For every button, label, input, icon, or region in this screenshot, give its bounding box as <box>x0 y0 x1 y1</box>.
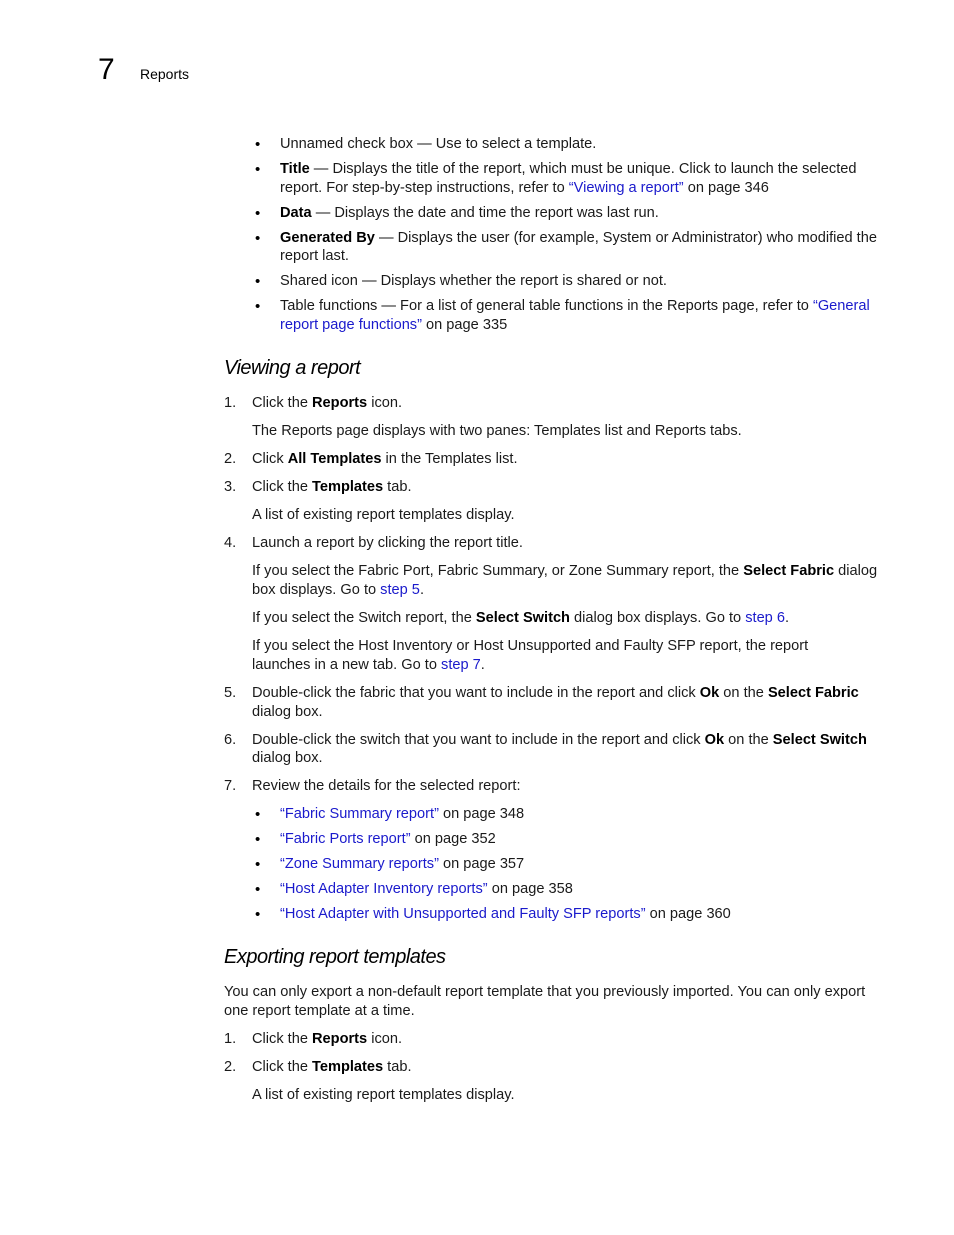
bullet: • <box>255 161 261 178</box>
list-item-cont: report page functions” on page 335 <box>280 317 508 333</box>
bullet: • <box>255 230 261 247</box>
link-fabric-summary[interactable]: “Fabric Summary report” <box>280 806 439 822</box>
step-paragraph: If you select the Fabric Port, Fabric Summary, or Zone Summary report, the Select Fabric dialog <box>252 563 878 579</box>
link-general-functions-cont[interactable]: report page functions” <box>280 317 422 333</box>
link-zone-summary[interactable]: “Zone Summary reports” <box>280 856 439 872</box>
list-item-cont: report last. <box>280 248 349 264</box>
link-step-6[interactable]: step 6 <box>745 610 785 626</box>
step-number: 6. <box>224 732 237 748</box>
step-text: Launch a report by clicking the report title. <box>252 535 523 551</box>
step-note: The Reports page displays with two panes: Templates list and Reports tabs. <box>252 423 742 439</box>
step-number: 7. <box>224 778 237 794</box>
link-host-adapter-inventory[interactable]: “Host Adapter Inventory reports” <box>280 881 488 897</box>
bullet: • <box>255 136 261 153</box>
bullet: • <box>255 856 261 873</box>
link-viewing-report[interactable]: “Viewing a report” <box>568 180 684 196</box>
bullet: • <box>255 205 261 222</box>
chapter-number: 7 <box>98 53 115 86</box>
step-note: A list of existing report templates display. <box>252 1087 515 1103</box>
step-paragraph-cont: launches in a new tab. Go to step 7. <box>252 657 485 673</box>
step-text: Review the details for the selected report: <box>252 778 521 794</box>
chapter-title: Reports <box>140 66 190 82</box>
link-fabric-ports[interactable]: “Fabric Ports report” <box>280 831 411 847</box>
step-number: 3. <box>224 479 237 495</box>
list-item-cont: report. For step-by-step instructions, refer to “Viewing a report” on page 346 <box>280 180 769 196</box>
list-item: Shared icon — Displays whether the report is shared or not. <box>280 273 667 289</box>
bullet: • <box>255 273 261 290</box>
list-item: “Zone Summary reports” on page 357 <box>280 856 525 872</box>
step-text: Click the Templates tab. <box>252 1059 412 1075</box>
link-general-functions[interactable]: “General <box>812 298 870 314</box>
list-item: “Fabric Ports report” on page 352 <box>280 831 496 847</box>
section-heading-exporting: Exporting report templates <box>224 946 446 968</box>
step-text: Click All Templates in the Templates list. <box>252 451 518 467</box>
step-text-cont: dialog box. <box>252 704 323 720</box>
list-item: Generated By — Displays the user (for example, System or Administrator) who modified the <box>280 230 877 246</box>
bullet: • <box>255 806 261 823</box>
step-number: 2. <box>224 1059 237 1075</box>
step-number: 2. <box>224 451 237 467</box>
paragraph-cont: one report template at a time. <box>224 1003 415 1019</box>
bullet: • <box>255 906 261 923</box>
list-item: Unnamed check box — Use to select a template. <box>280 136 597 152</box>
list-item: Title — Displays the title of the report, which must be unique. Click to launch the selected <box>280 161 857 177</box>
list-item: “Host Adapter Inventory reports” on page 358 <box>280 881 573 897</box>
link-host-adapter-sfp[interactable]: “Host Adapter with Unsupported and Faulty SFP reports” <box>280 906 646 922</box>
list-item: “Fabric Summary report” on page 348 <box>280 806 525 822</box>
step-number: 1. <box>224 1031 237 1047</box>
step-text: Click the Reports icon. <box>252 395 403 411</box>
step-paragraph-cont: box displays. Go to step 5. <box>252 582 424 598</box>
step-note: A list of existing report templates display. <box>252 507 515 523</box>
step-paragraph: If you select the Host Inventory or Host Unsupported and Faulty SFP report, the report <box>252 638 809 654</box>
list-item: Data — Displays the date and time the report was last run. <box>280 205 659 221</box>
step-text: Click the Reports icon. <box>252 1031 403 1047</box>
bullet: • <box>255 881 261 898</box>
step-paragraph: If you select the Switch report, the Select Switch dialog box displays. Go to step 6. <box>252 610 790 626</box>
step-number: 4. <box>224 535 237 551</box>
step-text: Click the Templates tab. <box>252 479 412 495</box>
bullet: • <box>255 831 261 848</box>
step-text: Double-click the fabric that you want to include in the report and click Ok on the Select Fabric <box>252 685 859 701</box>
link-step-5[interactable]: step 5 <box>380 582 420 598</box>
step-text: Double-click the switch that you want to include in the report and click Ok on the Select Switch <box>252 732 867 748</box>
step-text-cont: dialog box. <box>252 750 323 766</box>
step-number: 1. <box>224 395 237 411</box>
paragraph: You can only export a non-default report template that you previously imported. You can only export <box>224 984 866 1000</box>
step-number: 5. <box>224 685 237 701</box>
link-step-7[interactable]: step 7 <box>441 657 481 673</box>
list-item: Table functions — For a list of general table functions in the Reports page, refer to “General <box>280 298 870 314</box>
bullet: • <box>255 298 261 315</box>
list-item: “Host Adapter with Unsupported and Faulty SFP reports” on page 360 <box>280 906 731 922</box>
section-heading-viewing: Viewing a report <box>224 357 361 379</box>
